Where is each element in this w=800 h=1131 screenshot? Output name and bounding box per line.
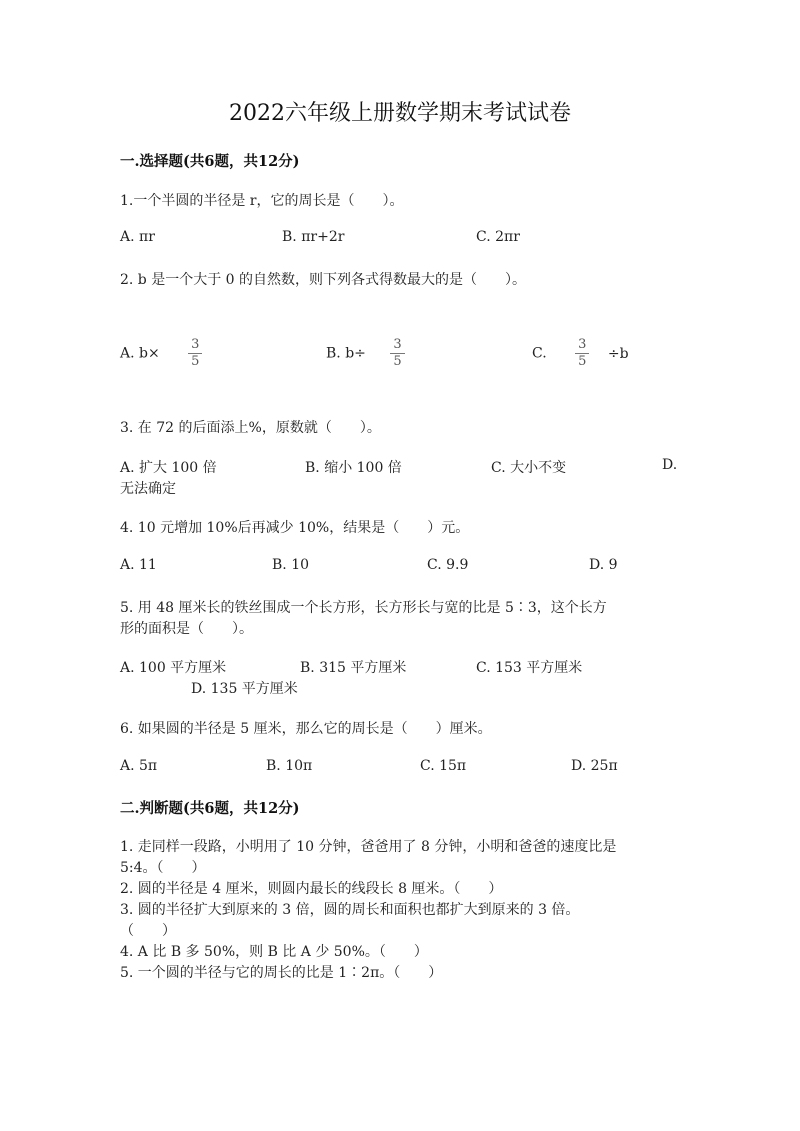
section-heading-judgement: 二.判断题(共6题，共12分) [120,800,300,817]
question-5-option-a: A. 100 平方厘米 [120,660,227,676]
page-title: 2022六年级上册数学期末考试试卷 [229,101,571,126]
question-1-text: 1.一个半圆的半径是 r，它的周长是（ ）。 [120,193,404,209]
fraction-denominator: 5 [191,354,200,369]
question-2-option-b [326,338,405,369]
option-a-prefix: A. b× [120,345,160,362]
option-b-prefix: B. b÷ [326,345,366,362]
question-4-option-c: C. 9.9 [427,557,469,573]
question-4-option-d: D. 9 [589,557,618,573]
fraction-denominator: 5 [393,354,402,369]
option-c-suffix: ÷b [607,345,629,362]
question-3-option-b: B. 缩小 100 倍 [305,460,402,476]
question-2-text: 2. b 是一个大于 0 的自然数，则下列各式得数最大的是（ ）。 [120,272,527,288]
section-heading-choice: 一.选择题(共6题，共12分) [120,153,300,170]
judgement-item-1-line-2: 5:4。（ ） [120,860,206,876]
judgement-item-4: 4. A 比 B 多 50%，则 B 比 A 少 50%。（ ） [120,944,428,960]
question-1-option-c: C. 2πr [476,229,520,245]
question-5-option-c: C. 153 平方厘米 [476,660,583,676]
judgement-item-3-line-1: 3. 圆的半径扩大到原来的 3 倍，圆的周长和面积也都扩大到原来的 3 倍。 [120,902,580,918]
question-3-text: 3. 在 72 的后面添上%，原数就（ ）。 [120,420,381,436]
question-3-option-a: A. 扩大 100 倍 [120,460,217,476]
question-6-option-c: C. 15π [420,758,467,774]
fraction-numerator: 3 [390,338,404,354]
judgement-item-5: 5. 一个圆的半径与它的周长的比是 1∶2π。（ ） [120,965,443,981]
judgement-item-2: 2. 圆的半径是 4 厘米，则圆内最长的线段长 8 厘米。（ ） [120,881,503,897]
fraction-denominator: 5 [578,354,587,369]
question-5-text-line-2: 形的面积是（ ）。 [120,621,253,637]
question-6-option-a: A. 5π [120,758,158,774]
question-2-option-c [532,338,629,369]
question-5-option-d: D. 135 平方厘米 [191,681,298,697]
question-2-option-a [120,338,202,369]
option-c-prefix: C. [532,345,547,362]
question-6-text: 6. 如果圆的半径是 5 厘米，那么它的周长是（ ）厘米。 [120,721,492,737]
judgement-item-1-line-1: 1. 走同样一段路，小明用了 10 分钟，爸爸用了 8 分钟，小明和爸爸的速度比是 [120,839,617,855]
question-4-option-a: A. 11 [120,557,157,573]
question-4-text: 4. 10 元增加 10%后再减少 10%，结果是（ ）元。 [120,520,470,536]
question-5-text-line-1: 5. 用 48 厘米长的铁丝围成一个长方形，长方形长与宽的比是 5∶3，这个长方 [120,600,607,616]
question-3-option-d-text: 无法确定 [120,481,176,497]
fraction [188,338,202,369]
fraction [390,338,404,369]
question-6-option-b: B. 10π [266,758,313,774]
question-6-option-d: D. 25π [571,758,618,774]
question-1-option-b: B. πr+2r [282,229,345,245]
fraction-numerator: 3 [575,338,589,354]
fraction-numerator: 3 [188,338,202,354]
question-3-option-d-label: D. [662,457,678,473]
question-1-option-a: A. πr [120,229,155,245]
fraction [575,338,589,369]
question-4-option-b: B. 10 [272,557,310,573]
judgement-item-3-line-2: （ ） [120,923,176,939]
question-3-option-c: C. 大小不变 [491,460,567,476]
question-5-option-b: B. 315 平方厘米 [300,660,407,676]
